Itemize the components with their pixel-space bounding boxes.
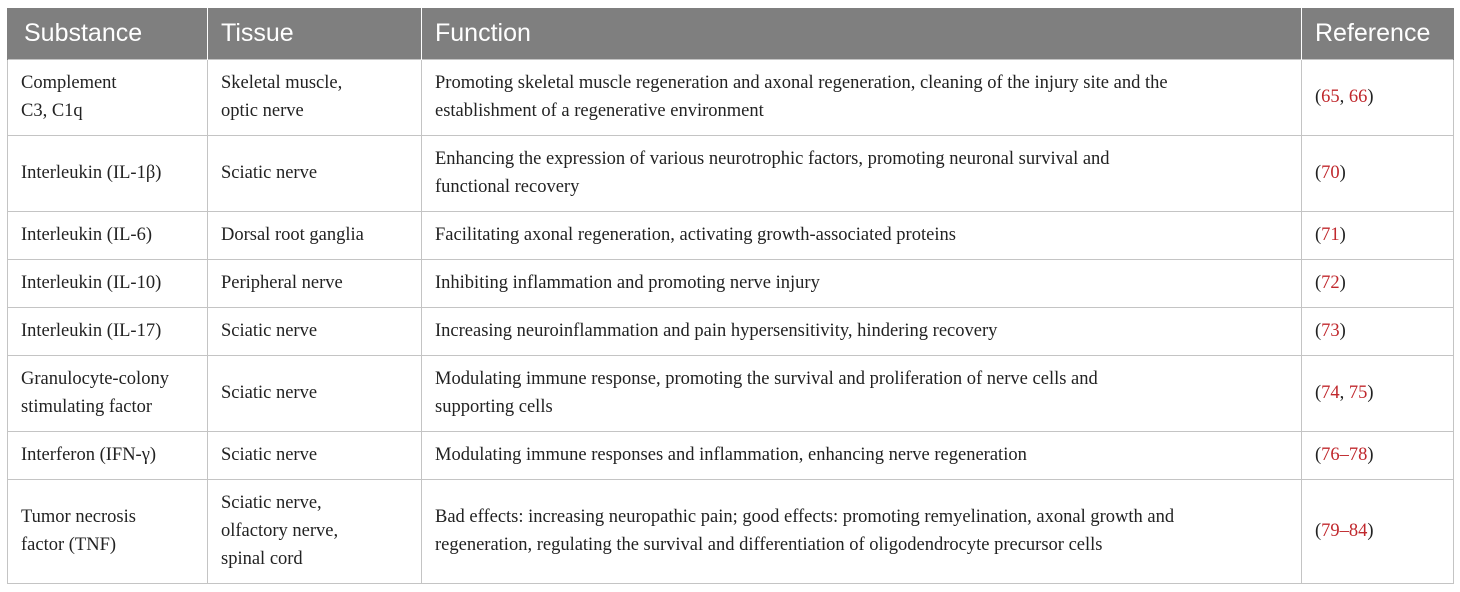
- function-text: Inhibiting inflammation and promoting nerve injury: [435, 273, 820, 293]
- cell-tissue: [208, 307, 422, 355]
- cell-function: [422, 135, 1302, 211]
- cell-function: [422, 211, 1302, 259]
- table-header: [8, 8, 1454, 59]
- substance-text: Tumor necrosis: [21, 507, 136, 527]
- tissue-text: olfactory nerve,: [221, 521, 339, 541]
- tissue-text: Sciatic nerve: [221, 163, 318, 183]
- reference-bracket: ): [1339, 225, 1346, 245]
- cell-substance: [8, 135, 208, 211]
- cell-tissue: [208, 479, 422, 583]
- header-substance: Substance: [8, 8, 208, 59]
- cell-reference: [1302, 307, 1454, 355]
- reference-bracket: ): [1367, 87, 1374, 107]
- reference-link[interactable]: 73: [1321, 321, 1340, 341]
- cell-tissue: [208, 431, 422, 479]
- cell-reference: [1302, 431, 1454, 479]
- function-text: Enhancing the expression of various neurotrophic factors, promoting neuronal survival and: [435, 149, 1110, 169]
- reference-link[interactable]: 66: [1348, 87, 1368, 107]
- cell-tissue: [208, 355, 422, 431]
- tissue-text: spinal cord: [221, 549, 303, 569]
- cell-function: [422, 479, 1302, 583]
- function-text: supporting cells: [435, 397, 553, 417]
- function-text: establishment of a regenerative environment: [435, 101, 764, 121]
- tissue-text: Peripheral nerve: [221, 273, 343, 293]
- substance-text: Interleukin (IL-10): [21, 273, 162, 293]
- cell-tissue: [208, 135, 422, 211]
- reference-bracket: (: [1315, 445, 1322, 465]
- reference-separator: ,: [1339, 383, 1349, 403]
- reference-bracket: ): [1367, 521, 1374, 541]
- reference-link[interactable]: 70: [1321, 163, 1340, 183]
- substance-text: Interleukin (IL-1β): [21, 163, 162, 183]
- cell-substance: [8, 211, 208, 259]
- cell-reference: [1302, 211, 1454, 259]
- reference-bracket: (: [1315, 321, 1322, 341]
- table-body: [8, 59, 1454, 583]
- reference-bracket: (: [1315, 521, 1322, 541]
- cell-reference: [1302, 59, 1454, 135]
- cell-function: [422, 355, 1302, 431]
- cell-function: [422, 431, 1302, 479]
- substance-text: Granulocyte-colony: [21, 369, 169, 389]
- reference-bracket: ): [1367, 445, 1374, 465]
- function-text: regeneration, regulating the survival and differentiation of oligodendrocyte precursor cells: [435, 535, 1103, 555]
- header-function: Function: [422, 8, 1302, 59]
- reference-link[interactable]: 65: [1321, 87, 1340, 107]
- cell-substance: [8, 431, 208, 479]
- reference-bracket: ): [1339, 321, 1346, 341]
- reference-link[interactable]: 71: [1321, 225, 1340, 245]
- tissue-text: Sciatic nerve: [221, 383, 318, 403]
- function-text: Promoting skeletal muscle regeneration and axonal regeneration, cleaning of the injury site and the: [435, 73, 1168, 93]
- cell-substance: [8, 307, 208, 355]
- function-text: Facilitating axonal regeneration, activating growth-associated proteins: [435, 225, 956, 245]
- cell-function: [422, 59, 1302, 135]
- tissue-text: Sciatic nerve: [221, 445, 318, 465]
- cell-reference: [1302, 479, 1454, 583]
- reference-bracket: (: [1315, 225, 1322, 245]
- cell-function: [422, 259, 1302, 307]
- table-row: [8, 59, 1454, 135]
- reference-bracket: (: [1315, 273, 1322, 293]
- substance-text: Interleukin (IL-6): [21, 225, 152, 245]
- table-row: [8, 355, 1454, 431]
- reference-link[interactable]: 76–78: [1321, 445, 1368, 465]
- reference-link[interactable]: 79–84: [1321, 521, 1368, 541]
- cell-substance: [8, 59, 208, 135]
- substance-table: [7, 8, 1454, 584]
- table-row: [8, 211, 1454, 259]
- reference-bracket: ): [1367, 383, 1374, 403]
- substance-text: C3, C1q: [21, 101, 83, 121]
- substance-text: Complement: [21, 73, 117, 93]
- table-row: [8, 479, 1454, 583]
- cell-function: [422, 307, 1302, 355]
- cell-tissue: [208, 59, 422, 135]
- reference-bracket: ): [1339, 163, 1346, 183]
- substance-text: Interleukin (IL-17): [21, 321, 162, 341]
- cell-tissue: [208, 259, 422, 307]
- reference-bracket: ): [1339, 273, 1346, 293]
- reference-link[interactable]: 72: [1321, 273, 1340, 293]
- function-text: Bad effects: increasing neuropathic pain; good effects: promoting remyelination, axonal growth and: [435, 507, 1175, 527]
- reference-bracket: (: [1315, 383, 1322, 403]
- table-row: [8, 431, 1454, 479]
- function-text: functional recovery: [435, 177, 580, 197]
- tissue-text: Sciatic nerve,: [221, 493, 322, 513]
- cell-reference: [1302, 259, 1454, 307]
- cell-substance: [8, 479, 208, 583]
- reference-bracket: (: [1315, 87, 1322, 107]
- cell-substance: [8, 355, 208, 431]
- substance-text: stimulating factor: [21, 397, 153, 417]
- table-row: [8, 259, 1454, 307]
- cell-tissue: [208, 211, 422, 259]
- cell-reference: [1302, 355, 1454, 431]
- header-tissue: Tissue: [208, 8, 422, 59]
- function-text: Increasing neuroinflammation and pain hypersensitivity, hindering recovery: [435, 321, 998, 341]
- header-reference: Reference: [1302, 8, 1454, 59]
- substance-text: Interferon (IFN-γ): [21, 445, 157, 465]
- function-text: Modulating immune responses and inflammation, enhancing nerve regeneration: [435, 445, 1027, 465]
- cell-reference: [1302, 135, 1454, 211]
- tissue-text: optic nerve: [221, 101, 304, 121]
- reference-separator: ,: [1339, 87, 1349, 107]
- tissue-text: Dorsal root ganglia: [221, 225, 364, 245]
- substance-text: factor (TNF): [21, 535, 117, 555]
- table-row: [8, 307, 1454, 355]
- tissue-text: Sciatic nerve: [221, 321, 318, 341]
- table-row: [8, 135, 1454, 211]
- reference-bracket: (: [1315, 163, 1322, 183]
- function-text: Modulating immune response, promoting the survival and proliferation of nerve cells and: [435, 369, 1098, 389]
- cell-substance: [8, 259, 208, 307]
- tissue-text: Skeletal muscle,: [221, 73, 343, 93]
- reference-link[interactable]: 74: [1321, 383, 1340, 403]
- reference-link[interactable]: 75: [1348, 383, 1368, 403]
